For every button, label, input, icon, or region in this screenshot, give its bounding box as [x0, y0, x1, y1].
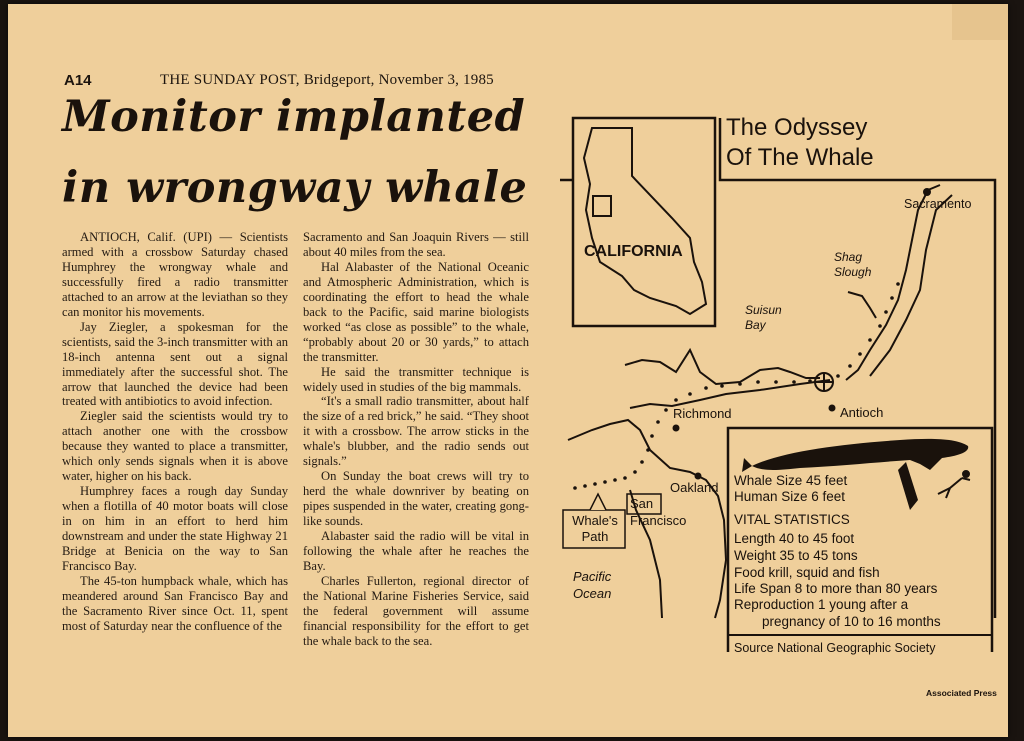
graphic-title-line-1: The Odyssey: [726, 114, 868, 141]
paragraph: Alabaster said the radio will be vital in following the whale after he reaches the Bay.: [303, 529, 529, 573]
associated-press-credit: Associated Press: [926, 688, 997, 698]
paragraph: Charles Fullerton, regional director of the National Marine Fisheries Service, said the federal government will assume financial responsibility for the effort to get the whale back to the sea.: [303, 573, 529, 648]
california-label: CALIFORNIA: [584, 243, 683, 260]
article-column-2: [303, 230, 529, 649]
stat-weight: Weight 35 to 45 tons: [734, 548, 858, 563]
paragraph: The 45-ton humpback whale, which has meandered around San Francisco Bay and the Sacramento River since Oct. 11, spent most of Saturday near the confluence of the: [62, 573, 288, 633]
paragraph: Humphrey faces a rough day Sunday when a flotilla of 40 motor boats will close in on him in an effort to herd him downstream and under the state Highway 21 Bridge at Benicia on the way to San Francisco Bay.: [62, 484, 288, 573]
human-size: Human Size 6 feet: [734, 489, 846, 504]
san-francisco-label: San Francisco: [630, 496, 687, 528]
headline-line-2: in wrongway whale: [62, 163, 528, 213]
suisun-bay-label: Suisun Bay: [745, 303, 782, 332]
page-number: A14: [64, 72, 92, 89]
vital-statistics-title: VITAL STATISTICS: [734, 512, 850, 527]
shag-slough-label: Shag Slough: [834, 250, 872, 279]
dateline: THE SUNDAY POST, Bridgeport, November 3, 1985: [160, 72, 494, 88]
stat-length: Length 40 to 45 foot: [734, 531, 855, 546]
bay-shoreline: [625, 350, 820, 384]
antioch-label: Antioch: [840, 405, 884, 420]
pacific-ocean-label: Pacific Ocean: [573, 569, 612, 601]
graphic-title-line-2: Of The Whale: [726, 144, 874, 171]
stat-pregnancy: pregnancy of 10 to 16 months: [762, 614, 941, 629]
folded-corner: [952, 4, 1008, 40]
article-column-1: [62, 230, 288, 634]
paragraph: Hal Alabaster of the National Oceanic and Atmospheric Administration, which is coordinating the effort to head the whale back to the Pacific, said marine biologists worked “as close as possible” to the whale, “probably about 20 or 30 yards,” to attach the transmitter.: [303, 259, 529, 364]
paragraph: Sacramento and San Joaquin Rivers — still about 40 miles from the sea.: [303, 230, 529, 259]
sacramento-label: Sacramento: [904, 197, 972, 211]
whale-size: Whale Size 45 feet: [734, 473, 848, 488]
california-outline: [584, 128, 706, 314]
richmond-label: Richmond: [673, 406, 732, 421]
oakland-label: Oakland: [670, 480, 719, 495]
paragraph: Ziegler said the scientists would try to attach another one with the crossbow because they wanted to place a transmitter, which only sends signals when it is above water, higher on his back.: [62, 409, 288, 484]
paragraph: On Sunday the boat crews will try to herd the whale downriver by beating on pipes suspended in the water, creating gong-like sounds.: [303, 469, 529, 529]
stat-life-span: Life Span 8 to more than 80 years: [734, 581, 938, 596]
paragraph: He said the transmitter technique is widely used in studies of the big mammals.: [303, 364, 529, 394]
headline-line-1: Monitor implanted: [62, 92, 526, 142]
sacramento-river: [846, 185, 940, 380]
whales-path-label: Whale's Path: [572, 513, 618, 544]
paragraph: ANTIOCH, Calif. (UPI) — Scientists armed with a crossbow Saturday chased Humphrey the wrongway whale and successfully fired a radio transmitter attached to an arrow at the leviathan so they can monitor his movements.: [62, 230, 288, 319]
source-credit: Source National Geographic Society: [734, 641, 936, 655]
paragraph: “It's a small radio transmitter, about half the size of a red brick,” he said. “They shoot it with a crossbow. The arrow sticks in the whale's blubber, and the radio sends out signals.”: [303, 394, 529, 469]
stat-reproduction: Reproduction 1 young after a: [734, 597, 909, 612]
paragraph: Jay Ziegler, a spokesman for the scientists, said the 3-inch transmitter with an 18-inch antenna sent out a signal immediately after the successful shot. The arrow that launched the device had been treated with antibiotics to avoid infection.: [62, 319, 288, 409]
stat-food: Food krill, squid and fish: [734, 565, 880, 580]
